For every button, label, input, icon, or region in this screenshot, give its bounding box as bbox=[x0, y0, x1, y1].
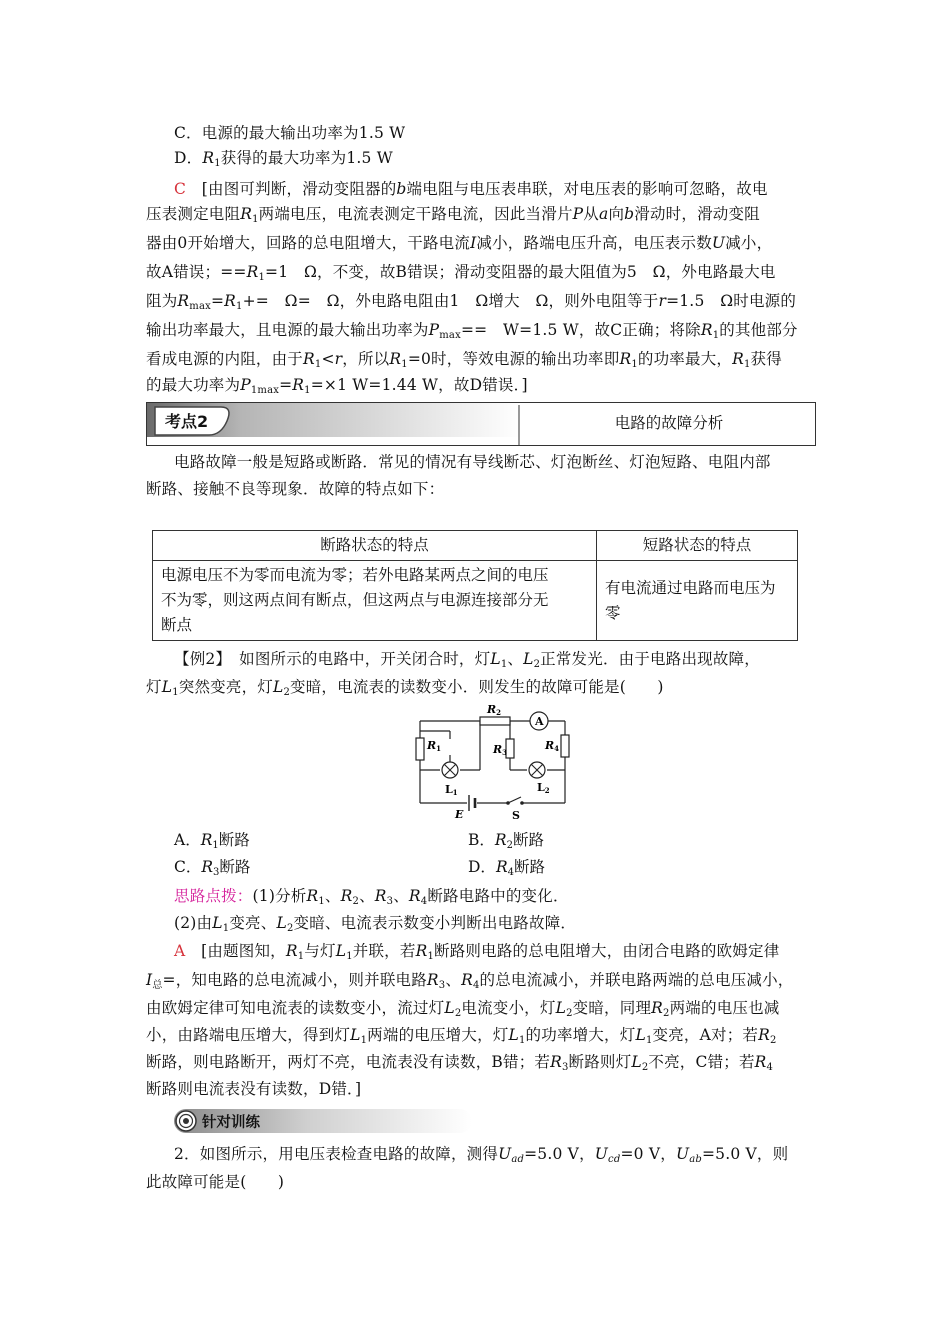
hint-line1: 思路点拨：(1)分析$R_1$、$R_2$、$R_3$、$R_4$断路电路中的变化． bbox=[174, 887, 569, 907]
table-cell-open bbox=[153, 561, 597, 641]
answer2-line4: 小，由路端电压增大，得到灯$L_1$两端的电压增大，灯$L_1$的功率增大，灯$L_1$变亮，A对；若$R_2$ bbox=[146, 1026, 777, 1046]
table-row bbox=[153, 561, 798, 641]
intro-line1: 电路故障一般是短路或断路．常见的情况有导线断芯、灯泡断丝、灯泡短路、电阻内部 bbox=[174, 453, 771, 471]
example-tag: 【例2】 bbox=[174, 650, 224, 668]
q2-line1: 2．如图所示，用电压表检查电路的故障，测得$U_{ad}=5.0$ V，$U_{cd}=0$ V，$U_{ab}=5.0$ V，则 bbox=[174, 1145, 789, 1165]
option-c-text: C．电源的最大输出功率为1.5 W bbox=[174, 124, 406, 142]
answer1-line3: 器由0开始增大，回路的总电阻增大，干路电流I减小，路端电压升高，电压表示数U减小， bbox=[146, 234, 773, 252]
answer1-line8: 的最大功率为$P_{1max}=R_1=\times 1$ W=1.44 W，故D错误．] bbox=[146, 376, 528, 396]
choice-c: C．$R_3$断路 bbox=[174, 858, 251, 878]
battery-icon bbox=[469, 795, 475, 811]
cell-line: 有电流通过电路而电压为 bbox=[605, 578, 776, 597]
example2-line1: 【例2】 如图所示的电路中，开关闭合时，灯$L_1$、$L_2$正常发光．由于电路出现故障， bbox=[174, 650, 760, 670]
section-header bbox=[146, 402, 816, 446]
answer2-line1: A [由题图知，$R_1$与灯$L_1$并联，若$R_1$断路则电路的总电阻增大，由闭合电路的欧姆定律 bbox=[174, 942, 780, 962]
answer1-line7: 看成电源的内阻，由于$R_1<r$，所以$R_1=0$时，等效电源的输出功率即$R_1$的功率最大，$R_1$获得 bbox=[146, 350, 782, 370]
label-s: S bbox=[512, 809, 520, 821]
ammeter-label: A bbox=[535, 715, 544, 728]
training-badge-text: 针对训练 bbox=[202, 1115, 260, 1131]
option-d-text: D．$R_1$获得的最大功率为1.5 W bbox=[174, 149, 393, 169]
answer2-line2: $I_总=$，知电路的总电流减小，则并联电路$R_3$、$R_4$的总电流减小，并联电路两端的总电压减小， bbox=[146, 971, 794, 991]
label-r4: R4 bbox=[545, 739, 560, 753]
label-r3: R3 bbox=[493, 743, 508, 757]
intro-line2: 断路、接触不良等现象．故障的特点如下： bbox=[146, 480, 445, 498]
answer2-line5: 断路，则电路断开，两灯不亮，电流表没有读数，B错；若$R_3$断路则灯$L_2$不亮，C错；若$R_4$ bbox=[146, 1053, 774, 1073]
resistor-r1 bbox=[416, 738, 424, 760]
choice-b: B．$R_2$断路 bbox=[468, 831, 544, 851]
hint-label: 思路点拨： bbox=[174, 887, 253, 905]
resistor-r3 bbox=[506, 739, 514, 758]
table-row bbox=[153, 531, 798, 561]
label-l2: L2 bbox=[537, 781, 550, 795]
table-header-open: 断路状态的特点 bbox=[153, 531, 597, 561]
resistor-r4 bbox=[561, 735, 569, 757]
answer1-line6: 输出功率最大，且电源的最大输出功率为$P_{max}==$ W=1.5 W，故C正确；将除$R_1$的其他部分 bbox=[146, 321, 798, 341]
label-r1: R1 bbox=[427, 739, 442, 753]
answer2-line6: 断路则电流表没有读数，D错．] bbox=[146, 1080, 362, 1098]
label-e: E bbox=[455, 808, 464, 821]
answer1-line4: 故A错误；$==R_1=1$ Ω，不变，故B错误；滑动变阻器的最大阻值为5 Ω，外电路最大电 bbox=[146, 263, 776, 283]
answer1-line5: 阻为$R_{max}=R_1+=$ Ω= Ω，外电路电阻由1 Ω增大 Ω，则外电阻等于r=1.5 Ω时电源的 bbox=[146, 292, 797, 312]
resistor-r2 bbox=[480, 717, 510, 725]
choice-d: D．$R_4$断路 bbox=[468, 858, 545, 878]
section-badge-text: 考点2 bbox=[165, 412, 209, 431]
circuit-diagram bbox=[405, 703, 580, 821]
answer1-line2: 压表测定电阻$R_1$两端电压，电流表测定干路电流，因此当滑片P从a向b滑动时，滑动变阻 bbox=[146, 205, 760, 225]
table-cell-short bbox=[597, 561, 798, 641]
lamp-l2-icon bbox=[529, 762, 545, 778]
label-l1: L1 bbox=[445, 783, 458, 797]
training-badge bbox=[172, 1108, 472, 1134]
cell-line: 不为零，则这两点间有断点，但这两点与电源连接部分无 bbox=[161, 591, 549, 609]
answer-letter: C bbox=[174, 180, 187, 198]
answer1-line1: C [由图可判断，滑动变阻器的b端电阻与电压表串联，对电压表的影响可忽略，故电 bbox=[174, 180, 768, 198]
example2-line2: 灯$L_1$突然变亮，灯$L_2$变暗，电流表的读数变小．则发生的故障可能是( ) bbox=[146, 678, 664, 698]
q2-line2: 此故障可能是( ) bbox=[146, 1173, 285, 1191]
switch-icon bbox=[506, 797, 524, 805]
cell-line: 断点 bbox=[161, 616, 193, 634]
answer-letter: A bbox=[174, 942, 186, 960]
cell-line: 电源电压不为零而电流为零；若外电路某两点之间的电压 bbox=[161, 566, 549, 584]
label-r2: R2 bbox=[487, 703, 502, 717]
table-header-short: 短路状态的特点 bbox=[597, 531, 798, 561]
answer2-line3: 由欧姆定律可知电流表的读数变小，流过灯$L_2$电流变小，灯$L_2$变暗，同理$R_2$两端的电压也减 bbox=[146, 999, 780, 1019]
choice-a: A．$R_1$断路 bbox=[174, 831, 250, 851]
cell-line: 零 bbox=[605, 603, 621, 622]
lamp-l1-icon bbox=[442, 762, 458, 778]
section-title: 电路的故障分析 bbox=[614, 414, 724, 432]
hint-line2: (2)由$L_1$变亮、$L_2$变暗、电流表示数变小判断出电路故障． bbox=[174, 914, 577, 934]
fault-features-table bbox=[152, 530, 798, 641]
